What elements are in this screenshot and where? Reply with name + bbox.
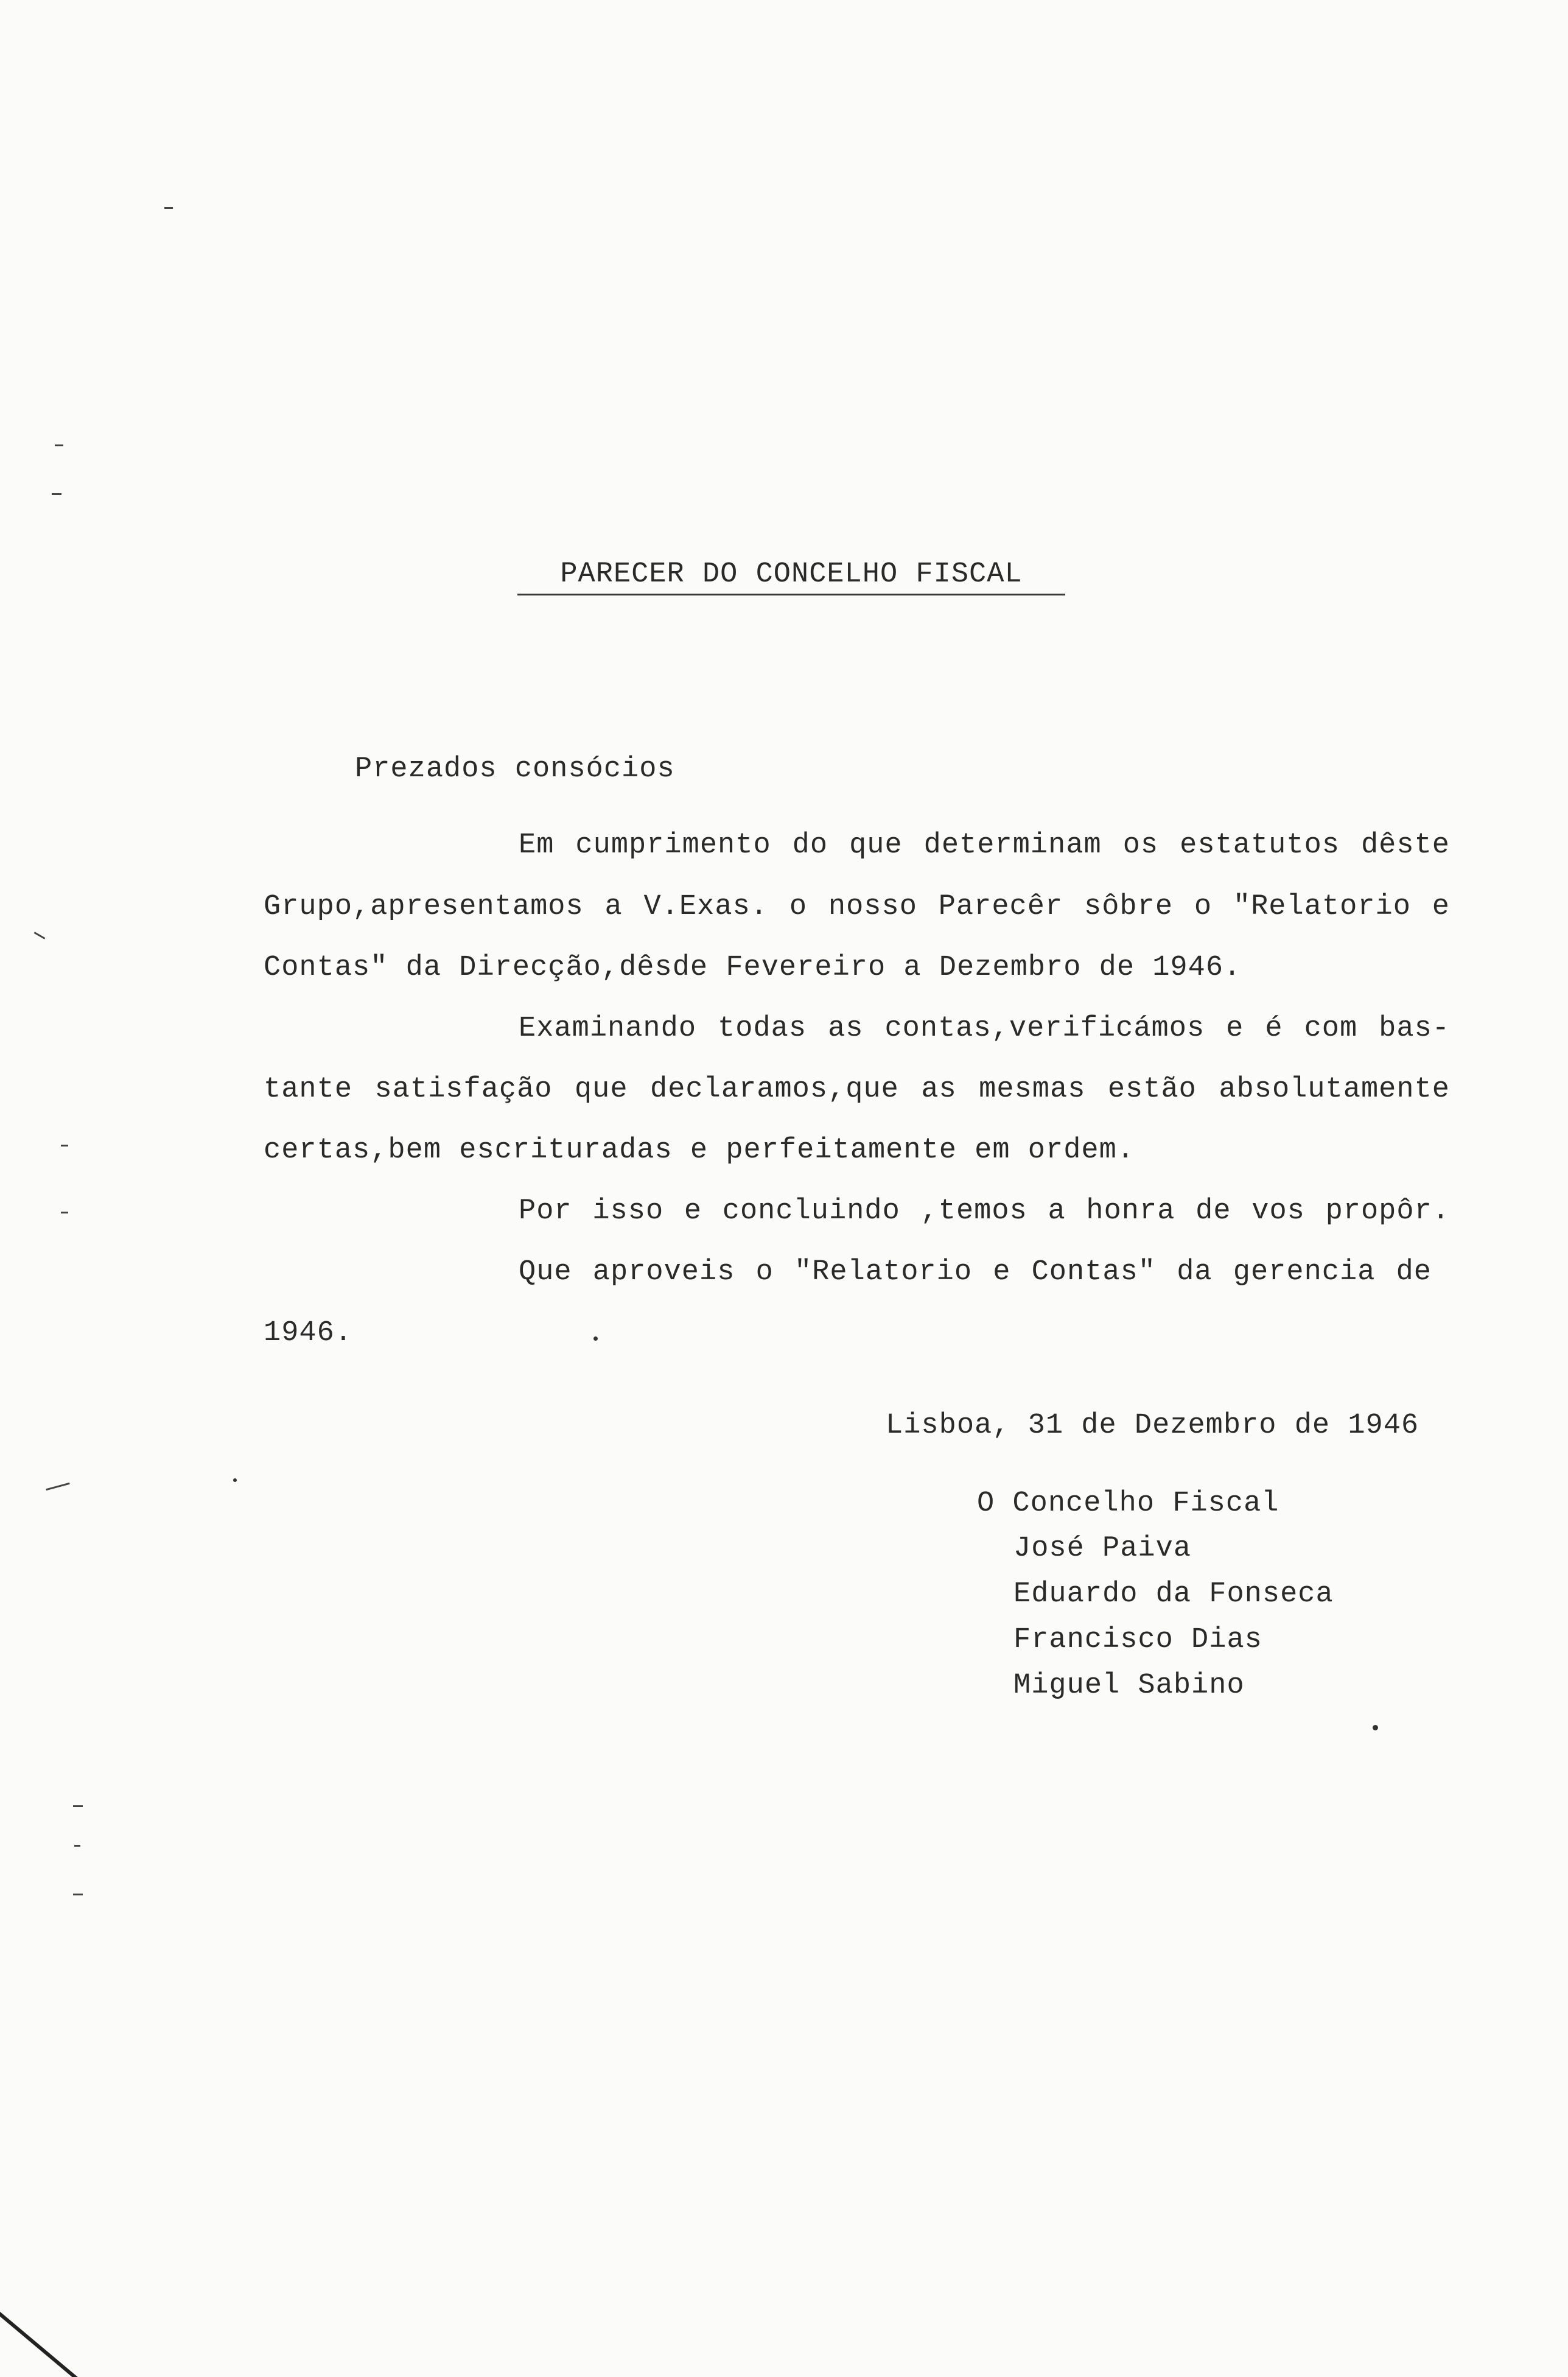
margin-mark bbox=[61, 1145, 68, 1146]
ink-speck bbox=[1373, 1725, 1378, 1730]
body-line-7: Por isso e concluindo ,temos a honra de vos propôr. bbox=[519, 1195, 1450, 1227]
signatory-3: Francisco Dias bbox=[1013, 1624, 1262, 1656]
margin-mark bbox=[74, 1845, 80, 1847]
margin-mark bbox=[46, 1483, 69, 1490]
margin-mark bbox=[164, 207, 173, 209]
margin-mark bbox=[73, 1805, 83, 1807]
body-line-5: tante satisfação que declaramos,que as mesmas estão absolutamente bbox=[264, 1073, 1450, 1106]
ink-speck bbox=[593, 1336, 598, 1341]
signatory-1: José Paiva bbox=[1013, 1533, 1192, 1565]
margin-mark bbox=[73, 1894, 83, 1895]
salutation: Prezados consócios bbox=[355, 753, 675, 785]
margin-mark bbox=[61, 1212, 68, 1213]
margin-mark bbox=[55, 444, 63, 446]
body-line-8: Que aproveis o "Relatorio e Contas" da gerencia de bbox=[519, 1256, 1432, 1288]
body-line-9: 1946. bbox=[264, 1317, 353, 1349]
body-line-2: Grupo,apresentamos a V.Exas. o nosso Parecêr sôbre o "Relatorio e bbox=[264, 891, 1450, 923]
margin-mark bbox=[34, 932, 46, 939]
body-line-3: Contas" da Direcção,dêsde Fevereiro a Dezembro de 1946. bbox=[264, 952, 1242, 984]
body-line-4: Examinando todas as contas,verificámos e é com bas- bbox=[519, 1013, 1450, 1045]
margin-mark bbox=[52, 493, 61, 495]
ink-speck bbox=[233, 1478, 237, 1482]
body-line-1: Em cumprimento do que determinam os estatutos dêste bbox=[519, 829, 1450, 862]
signatory-body: O Concelho Fiscal bbox=[977, 1487, 1279, 1520]
signatory-2: Eduardo da Fonseca bbox=[1013, 1578, 1334, 1610]
place-date: Lisboa, 31 de Dezembro de 1946 bbox=[886, 1410, 1419, 1442]
corner-stroke bbox=[0, 2302, 81, 2377]
body-line-6: certas,bem escrituradas e perfeitamente em ordem. bbox=[264, 1134, 1135, 1167]
signatory-4: Miguel Sabino bbox=[1013, 1670, 1245, 1702]
document-title: PARECER DO CONCELHO FISCAL bbox=[517, 560, 1065, 595]
